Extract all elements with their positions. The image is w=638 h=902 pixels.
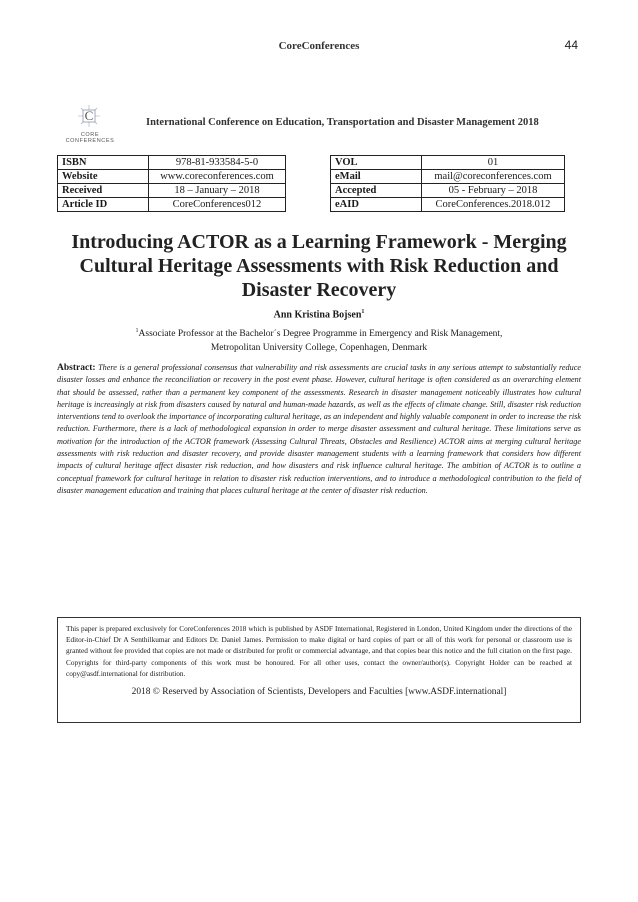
core-conferences-logo	[57, 105, 123, 143]
copyright-notice-box	[57, 617, 581, 723]
conference-title: International Conference on Education, Transportation and Disaster Management 2018	[146, 117, 539, 128]
meta-value: mail@coreconferences.com	[422, 170, 565, 184]
affiliation-superscript: 1	[135, 328, 139, 334]
paper-title: Introducing ACTOR as a Learning Framework - Merging Cultural Heritage Assessments with Risk Reduction and Disaster Recovery	[71, 231, 567, 301]
logo-letter: C	[84, 108, 94, 123]
meta-row	[58, 198, 286, 212]
meta-row	[331, 198, 565, 212]
meta-key: eMail	[331, 170, 422, 184]
meta-value: CoreConferences.2018.012	[422, 198, 565, 212]
author-superscript: 1	[361, 309, 365, 315]
copyright-notice-text: This paper is prepared exclusively for CoreConferences 2018 which is published by ASDF International, Registered in London, United Kingdom under the directions of the Editor-in-Chief Dr A Senthilkumar and Editors Dr. Daniel James. Permission to make digital or hard copies of part or all of this work for personal or classroom use is granted without fee provided that copies are not made or distributed for profit or commercial advantage, and that copies bear this notice and the full citation on the first page. Copyrights for third-party components of this work must be honoured. For all other uses, contact the owner/author(s). Copyright Holder can be reached at copy@asdf.international for distribution.	[66, 624, 572, 678]
copyright-rights-line: 2018 © Reserved by Association of Scientists, Developers and Faculties [www.ASDF.international]	[131, 687, 507, 698]
meta-row	[331, 170, 565, 184]
meta-row	[58, 184, 286, 198]
article-meta-table-right	[330, 155, 565, 212]
meta-row	[58, 156, 286, 170]
article-meta-table-left	[57, 155, 286, 212]
meta-key: Article ID	[58, 198, 149, 212]
author-affiliation	[100, 324, 538, 355]
page-number: 44	[564, 38, 578, 52]
meta-value: 978-81-933584-5-0	[149, 156, 286, 170]
logo-text: CORE CONFERENCES	[65, 132, 115, 144]
meta-key: Website	[58, 170, 149, 184]
meta-value: 18 – January – 2018	[149, 184, 286, 198]
meta-row	[331, 156, 565, 170]
meta-value: 05 - February – 2018	[422, 184, 565, 198]
meta-key: ISBN	[58, 156, 149, 170]
affiliation-line-1: Associate Professor at the Bachelor´s Degree Programme in Emergency and Risk Management,	[138, 329, 503, 340]
author-name-text: Ann Kristina Bojsen	[273, 309, 362, 321]
author-name	[0, 309, 638, 320]
meta-key: eAID	[331, 198, 422, 212]
meta-key: Received	[58, 184, 149, 198]
meta-row	[58, 170, 286, 184]
meta-value: www.coreconferences.com	[149, 170, 286, 184]
abstract	[57, 362, 581, 497]
meta-key: VOL	[331, 156, 422, 170]
affiliation-line-2: Metropolitan University College, Copenhagen, Denmark	[210, 343, 428, 354]
meta-row	[331, 184, 565, 198]
abstract-label: Abstract:	[57, 363, 96, 373]
meta-value: 01	[422, 156, 565, 170]
meta-value: CoreConferences012	[149, 198, 286, 212]
running-header: CoreConferences	[278, 40, 360, 52]
abstract-text: There is a general professional consensus that vulnerability and risk assessments are crucial tasks in any serious attempt to substantially reduce disaster losses and enhance the reconciliation or recovery in the post event phase. However, cultural heritage is often considered as an overarching element that should be assessed, rather than a permanent key component of the assessments. Research in disaster management noticeably illustrates how cultural heritage is increasingly at risk from disasters caused by natural and human-made hazards, as well as the effects of climate change. Still, disaster risk reduction interventions tend to overlook the importance of incorporating cultural heritage, as an independent and highly valuable component in order to increase the risk reduction. Furthermore, there is a lack of methodological expansion in order to merge disaster assessment and cultural heritage. These limitations serve as motivation for the introduction of the ACTOR framework (Assessing Cultural Threats, Obstacles and Resilience) ACTOR aims at merging cultural heritage assessments with risk reduction and disaster recovery, and provide disaster management students with a learning framework that considers how different impacts of cultural heritage affect disaster risk reduction, and how disasters and risk influence cultural heritage. The ambition of ACTOR is to outline a conceptual framework for cultural heritage in relation to disaster risk reduction interventions, and to introduce a methodological contribution to the field of disaster management education and training that places cultural heritage at the center of disaster risk reduction.	[57, 363, 582, 495]
meta-key: Accepted	[331, 184, 422, 198]
